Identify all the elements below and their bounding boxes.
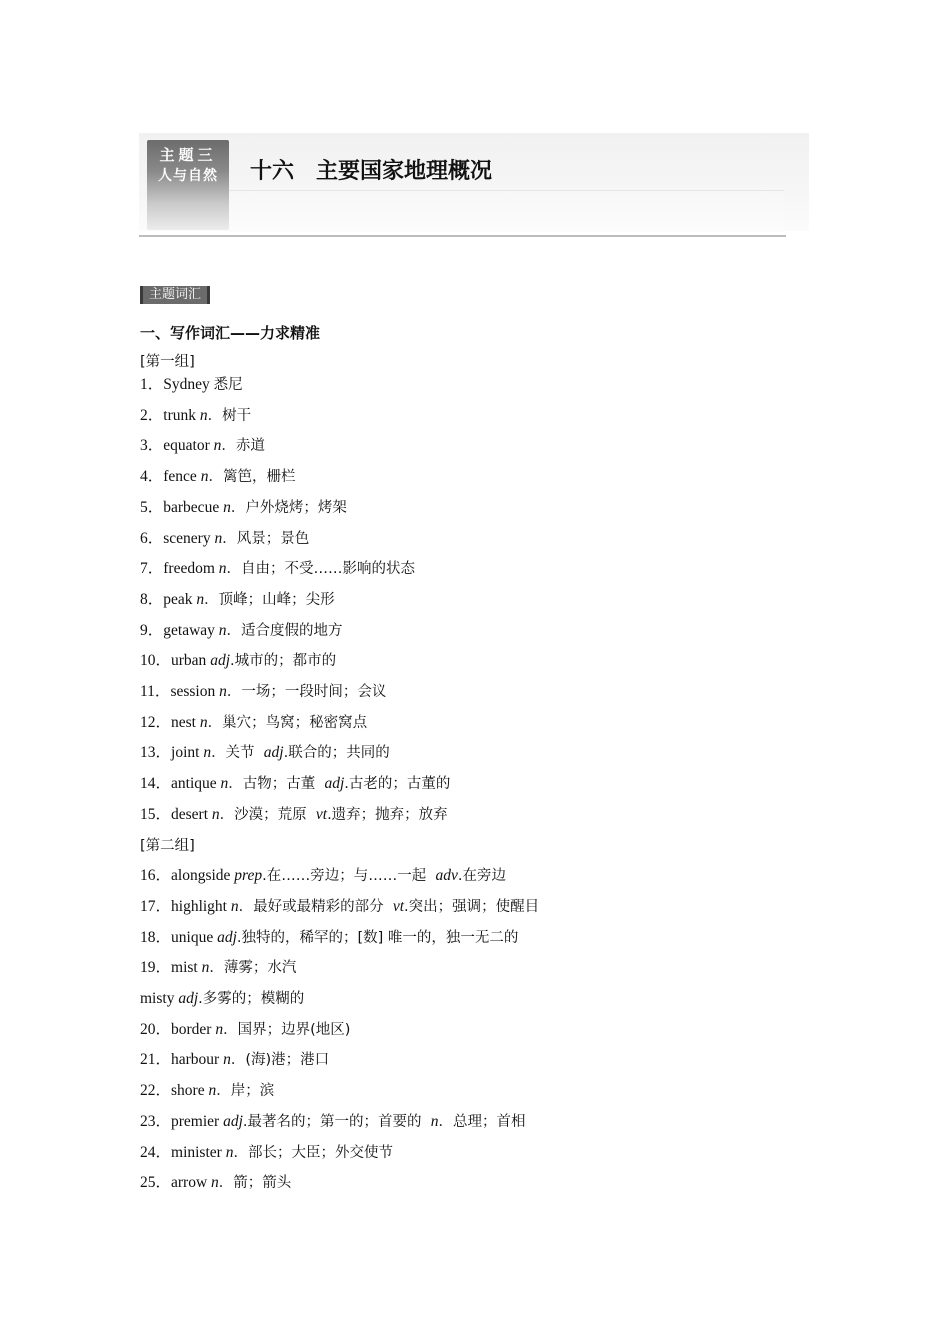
part-of-speech: adj [178, 990, 199, 1007]
vocab-word: unique [171, 928, 214, 946]
vocab-entry [140, 436, 265, 456]
part-of-speech: prep [234, 867, 263, 885]
vocab-word: minister [171, 1143, 222, 1161]
vocab-entry [140, 1050, 329, 1070]
vocab-number: 24． [140, 1143, 172, 1161]
vocab-entry [140, 774, 450, 794]
vocab-number: 15． [140, 805, 172, 823]
vocab-definition: .在旁边 [457, 868, 506, 885]
vocab-entry [140, 590, 335, 610]
vocab-definition: .多雾的；模糊的 [198, 991, 305, 1007]
part-of-speech: vt [315, 805, 328, 823]
vocab-definition: ．总理；首相 [438, 1113, 526, 1130]
part-of-speech: n [220, 775, 229, 793]
vocab-entry [140, 559, 415, 579]
vocab-number: 1． [140, 376, 164, 393]
part-of-speech: adj [223, 1112, 243, 1130]
vocab-definition: ．(海)港；港口 [230, 1052, 330, 1069]
theme-badge-line1: 主题三 [159, 146, 217, 164]
part-of-speech: adv [435, 867, 458, 885]
vocab-word: getaway [163, 621, 215, 639]
part-of-speech: n [223, 1051, 231, 1069]
vocab-number: 3． [140, 437, 164, 455]
vocab-definition: .古老的；古董的 [344, 776, 451, 793]
vocab-word: trunk [163, 406, 196, 424]
vocab-definition: ．一场；一段时间；会议 [226, 684, 387, 700]
part-of-speech: n [218, 560, 227, 578]
vocab-definition: ．篱笆，栅栏 [208, 469, 296, 486]
part-of-speech: vt [392, 897, 405, 915]
vocab-definition: 悉尼 [213, 377, 243, 393]
vocab-number: 23． [140, 1112, 172, 1130]
part-of-speech: n [219, 683, 227, 700]
vocab-definition: .突出；强调；使醒目 [404, 898, 540, 915]
vocab-number: 4． [140, 468, 164, 486]
vocab-number: 21． [140, 1051, 172, 1069]
vocab-entry [140, 897, 539, 917]
vocab-definition: .最著名的；第一的；首要的 [242, 1113, 431, 1130]
vocab-word: arrow [171, 1174, 208, 1192]
vocab-entry [140, 989, 304, 1009]
part-of-speech: n [201, 959, 210, 977]
vocab-entry [140, 1020, 350, 1040]
vocab-entry [140, 958, 296, 978]
part-of-speech: n [211, 805, 220, 823]
title-banner-inner [228, 190, 784, 232]
vocab-entry [140, 743, 390, 763]
vocab-entry [140, 651, 336, 671]
section-heading: 一、写作词汇——力求精准 [140, 324, 321, 342]
vocab-number: 13． [140, 744, 172, 762]
vocab-definition: ．最好或最精彩的部分 [238, 898, 393, 915]
vocab-entry [140, 375, 243, 395]
vocab-word: urban [171, 652, 207, 670]
vocab-number: 2． [140, 406, 164, 424]
vocab-number: 25． [140, 1174, 172, 1192]
part-of-speech: n [203, 744, 212, 762]
vocab-word: highlight [171, 897, 227, 915]
vocab-definition: .独特的，稀罕的；[数] 唯一的，独一无二的 [236, 929, 519, 946]
vocab-number: 16． [140, 867, 172, 885]
vocab-definition: ．国界；边界(地区) [223, 1021, 351, 1038]
part-of-speech: n [230, 897, 239, 915]
vocab-entry [140, 529, 309, 549]
part-of-speech: n [430, 1112, 439, 1130]
vocab-word: freedom [163, 560, 215, 578]
vocab-number: 20． [140, 1020, 172, 1038]
vocab-number: 19． [140, 959, 172, 977]
vocab-word: nest [171, 713, 196, 731]
vocab-number: 12． [140, 713, 172, 731]
vocab-definition: ．沙漠；荒原 [219, 806, 316, 823]
theme-badge [147, 140, 229, 230]
vocab-entry [140, 406, 251, 426]
vocab-entry [140, 498, 347, 518]
vocab-word: fence [163, 468, 197, 486]
vocab-number: 9． [140, 621, 164, 639]
vocab-number: 7． [140, 560, 164, 578]
part-of-speech: n [199, 406, 208, 424]
vocab-definition: .联合的；共同的 [283, 745, 390, 762]
part-of-speech: n [196, 590, 205, 608]
vocab-definition: ．薄雾；水汽 [209, 960, 297, 977]
vocab-entry [140, 467, 295, 487]
vocab-number: 14． [140, 775, 172, 793]
vocab-entry [140, 621, 343, 641]
vocab-definition: ．户外烧烤；烤架 [230, 499, 347, 516]
vocab-number: 8． [140, 590, 164, 608]
vocab-definition: .城市的；都市的 [230, 653, 337, 670]
part-of-speech: n [218, 621, 227, 639]
vocab-definition: ．风景；景色 [222, 530, 310, 547]
vocab-entry [140, 805, 448, 825]
vocab-entry [140, 866, 506, 886]
vocab-definition: ．树干 [207, 407, 252, 424]
vocab-number: 6． [140, 529, 164, 547]
vocab-word: Sydney [163, 376, 210, 393]
vocab-number: 22． [140, 1082, 172, 1100]
vocab-word: harbour [171, 1051, 220, 1069]
vocab-word: premier [171, 1112, 220, 1130]
vocab-definition: ．部长；大臣；外交使节 [233, 1144, 393, 1161]
vocab-number: 5． [140, 498, 164, 516]
vocab-word: misty [140, 990, 175, 1007]
vocab-definition: .在……旁边；与……一起 [262, 868, 436, 885]
part-of-speech: adj [217, 928, 237, 946]
vocab-word: barbecue [163, 498, 220, 516]
vocab-entry [140, 1112, 525, 1132]
vocab-word: border [171, 1020, 212, 1038]
part-of-speech: n [208, 1082, 217, 1100]
vocab-word: mist [171, 959, 198, 977]
vocab-word: shore [171, 1082, 205, 1100]
part-of-speech: n [200, 468, 209, 486]
vocab-definition: ．自由；不受……影响的状态 [226, 561, 416, 578]
vocab-word: equator [163, 437, 210, 455]
vocab-number: 11． [140, 683, 171, 700]
vocab-number: 18． [140, 928, 172, 946]
vocab-entry [140, 1143, 393, 1163]
vocab-word: session [170, 683, 216, 700]
vocab-definition: ．顶峰；山峰；尖形 [204, 591, 335, 608]
vocab-definition: ．箭；箭头 [218, 1175, 292, 1192]
part-of-speech: n [211, 1174, 219, 1192]
part-of-speech: n [214, 529, 223, 547]
vocab-definition: ．关节 [211, 745, 264, 762]
chapter-title: 十六 主要国家地理概况 [250, 159, 493, 184]
part-of-speech: n [225, 1143, 234, 1161]
vocab-word: joint [171, 744, 200, 762]
group-label-1: [第一组] [140, 354, 195, 370]
vocab-definition: ．赤道 [221, 438, 265, 455]
vocab-definition: ．古物；古董 [228, 776, 325, 793]
vocab-entry [140, 682, 386, 702]
section-tag: 主题词汇 [140, 286, 210, 304]
part-of-speech: adj [324, 775, 345, 793]
vocab-word: desert [171, 805, 209, 823]
vocab-word: antique [171, 775, 217, 793]
vocab-entry [140, 928, 518, 948]
part-of-speech: n [199, 713, 208, 731]
part-of-speech: n [223, 498, 231, 516]
vocab-entry [140, 1173, 291, 1193]
group-label-2: [第二组] [140, 837, 195, 854]
part-of-speech: n [213, 437, 222, 455]
vocab-definition: .遗弃；抛弃；放弃 [327, 806, 448, 823]
title-underline [139, 235, 786, 237]
theme-badge-line2: 人与自然 [158, 168, 218, 184]
vocab-definition: ．岸；滨 [216, 1083, 275, 1100]
vocab-word: scenery [163, 529, 211, 547]
vocab-number: 10． [140, 652, 172, 670]
vocab-entry [140, 713, 367, 733]
vocab-word: peak [163, 590, 193, 608]
vocab-definition: ．巢穴；鸟窝；秘密窝点 [207, 714, 368, 731]
vocab-entry [140, 1081, 274, 1101]
part-of-speech: n [215, 1020, 224, 1038]
part-of-speech: adj [263, 744, 284, 762]
part-of-speech: adj [210, 652, 230, 670]
vocab-definition: ．适合度假的地方 [226, 622, 343, 639]
vocab-number: 17． [140, 897, 172, 915]
vocab-word: alongside [171, 867, 231, 885]
